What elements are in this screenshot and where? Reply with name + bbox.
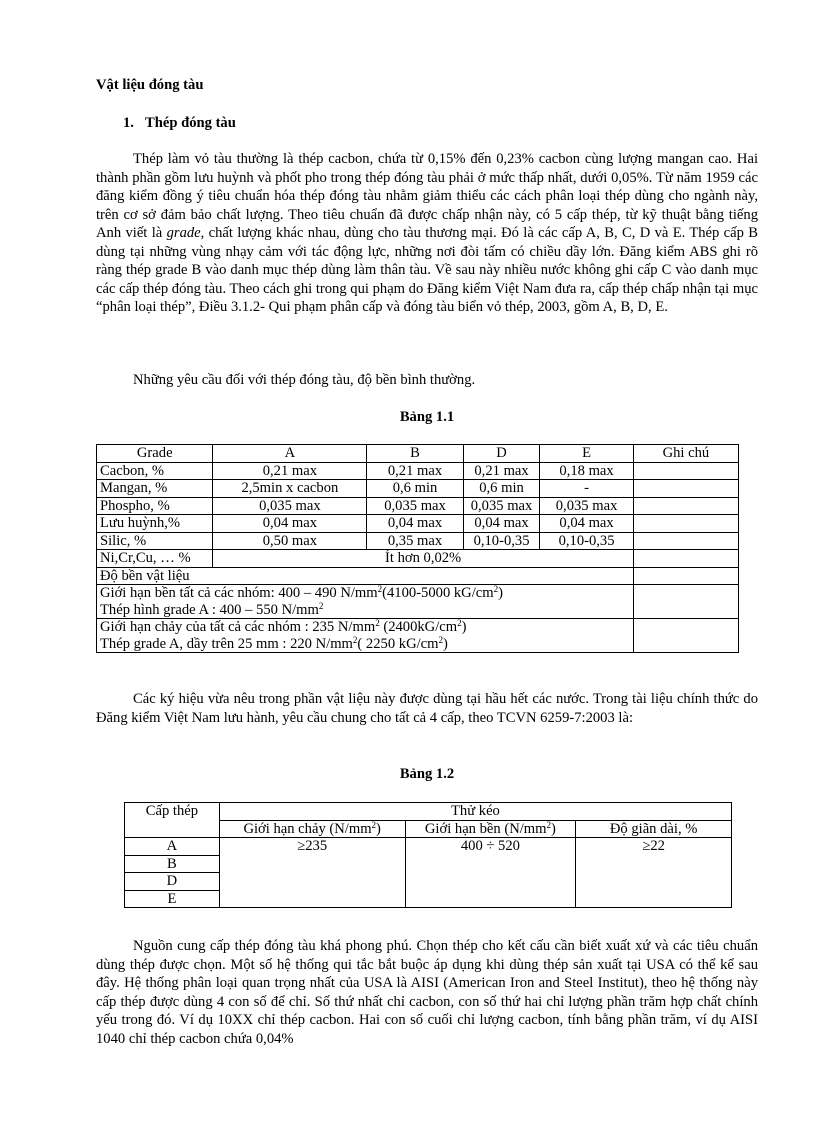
paragraph-requirements: Những yêu cầu đối với thép đóng tàu, độ bền bình thường. [133, 372, 476, 388]
table-cell [97, 619, 634, 653]
yield-a-text: Thép grade A, dầy trên 25 mm : 220 N/mm [100, 635, 353, 652]
paragraph-intro-emphasis: grade [166, 225, 201, 241]
table-cell: 0,21 max [213, 462, 367, 480]
table-cell: A [125, 838, 220, 856]
table-cell [633, 619, 738, 653]
table-row [97, 497, 739, 515]
table-cell: Độ bền vật liệu [97, 567, 634, 585]
yield-all-line [100, 619, 630, 636]
yield-a-kg: ( 2250 kG/cm [357, 635, 439, 652]
table2-header-cell [219, 820, 405, 838]
superscript: 2 [375, 618, 380, 628]
table-cell: 0,18 max [540, 462, 633, 480]
table-cell: Phospho, % [97, 497, 213, 515]
table-cell: 0,21 max [463, 462, 540, 480]
paren-close: ) [498, 585, 503, 601]
table-cell: E [125, 890, 220, 908]
table-cell: 0,04 max [540, 515, 633, 533]
table-cell: 0,04 max [213, 515, 367, 533]
table-cell: - [540, 480, 633, 498]
table-cell [633, 497, 738, 515]
table-row [97, 585, 739, 619]
table-2 [124, 802, 732, 908]
table2-header-cell: Cấp thép [125, 803, 220, 838]
table-cell [633, 480, 738, 498]
table-cell: 0,035 max [463, 497, 540, 515]
table-cell [633, 462, 738, 480]
table-cell: 0,035 max [367, 497, 463, 515]
superscript: 2 [377, 584, 383, 594]
paragraph-intro [96, 150, 758, 317]
table-row [97, 550, 739, 568]
table-cell: B [125, 855, 220, 873]
tensile-all-line [100, 585, 630, 602]
table-cell: 0,04 max [367, 515, 463, 533]
table-cell: 0,035 max [213, 497, 367, 515]
paragraph-intro-part2: , chất lượng khác nhau, dùng cho tàu thương mại. Đó là các cấp A, B, C, D và E. Thép cấp B dùng tại những vùng nhạy cảm với tác động lực, những nơi đòi tấm có chiều dầy lớn. Đăng kiểm ABS ghi rõ ràng thép grade B vào danh mục thép dùng làm thân tàu. Về sau này nhiều nước không ghi cấp C vào danh mục các cấp thép đóng tàu. Theo cách ghi trong qui phạm do Đăng kiểm Việt Nam đưa ra, cấp thép chấp nhận tại mục “phân loại thép”, Điều 3.1.2- Qui phạm phân cấp và đóng tàu biển vỏ thép, 2003, gồm A, B, D, E. [96, 225, 758, 315]
table-cell: Ít hơn 0,02% [213, 550, 633, 568]
table-cell [633, 585, 738, 619]
table-cell: 0,10-0,35 [540, 532, 633, 550]
yield-header-text: Giới hạn chảy (N/mm [243, 820, 372, 837]
table-cell: Silic, % [97, 532, 213, 550]
paragraph-intro-part1: Thép làm vỏ tàu thường là thép cacbon, chứa từ 0,15% đến 0,23% cacbon cùng lượng mangan cao. Hai thành phần gồm lưu huỳnh và phốt pho trong thép đóng tàu phải ở mức thấp nhất, dưới 0,05%. Từ năm 1959 các đăng kiểm đồng ý tiêu chuẩn hóa thép đóng tàu nhằm giảm thiểu các cách phân loại thép dùng cho ngành này, trên cơ sở đảm bảo chất lượng. Theo tiêu chuẩn đã được chấp nhận này, có 5 cấp thép, từ kỹ thuật bằng tiếng Anh viết là [96, 151, 758, 241]
table2-header-cell: Độ giãn dài, % [576, 820, 732, 838]
table-cell: 0,35 max [367, 532, 463, 550]
table-cell: D [125, 873, 220, 891]
table-cell: 0,50 max [213, 532, 367, 550]
document-title: Vật liệu đóng tàu [96, 77, 204, 93]
table-cell: 0,04 max [463, 515, 540, 533]
table-row [97, 532, 739, 550]
tensile-header-text: Giới hạn bền (N/mm [424, 820, 547, 837]
section-title: Thép đóng tàu [145, 115, 236, 131]
table-cell: 0,6 min [367, 480, 463, 498]
table-cell: 2,5min x cacbon [213, 480, 367, 498]
table2-header-row [125, 803, 732, 821]
table1-header-cell: B [367, 445, 463, 463]
yield-a-line [100, 636, 630, 653]
table-cell: ≥22 [576, 838, 732, 908]
tensile-all-text: Giới hạn bền tất cả các nhóm: 400 – 490 N/mm [100, 585, 378, 601]
table2-header-cell: Thử kéo [219, 803, 731, 821]
table-cell: 0,10-0,35 [463, 532, 540, 550]
superscript: 2 [438, 634, 443, 645]
paren-close: ) [443, 635, 448, 652]
paragraph-symbols: Các ký hiệu vừa nêu trong phần vật liệu này được dùng tại hầu hết các nước. Trong tài liệu chính thức do Đăng kiểm Việt Nam lưu hành, yêu cầu chung cho tất cả 4 cấp, theo TCVN 6259-7:2003 là: [96, 691, 758, 726]
table1-header-cell: D [463, 445, 540, 463]
table-row [97, 567, 739, 585]
tensile-all-kg: (4100-5000 kG/cm [382, 585, 494, 601]
table1-header-cell: A [213, 445, 367, 463]
table-row [97, 480, 739, 498]
superscript: 2 [352, 634, 358, 645]
table-row [97, 515, 739, 533]
superscript: 2 [546, 819, 552, 830]
table2-header-cell [405, 820, 576, 838]
superscript: 2 [318, 600, 324, 611]
table-cell: Ni,Cr,Cu, … % [97, 550, 213, 568]
tensile-a-line [100, 602, 630, 619]
table2-caption: Bảng 1.2 [399, 766, 455, 782]
table-cell: Cacbon, % [97, 462, 213, 480]
superscript: 2 [493, 584, 499, 594]
table-row [97, 619, 739, 653]
table-cell: Lưu huỳnh,% [97, 515, 213, 533]
table-cell: 400 ÷ 520 [405, 838, 576, 908]
table1-caption: Bảng 1.1 [399, 409, 455, 425]
table1-header-cell: Ghi chú [633, 445, 738, 463]
table-cell: ≥235 [219, 838, 405, 908]
table-cell [97, 585, 634, 619]
superscript: 2 [457, 618, 462, 628]
section-heading [123, 114, 236, 133]
table-row [97, 462, 739, 480]
table-cell: Mangan, % [97, 480, 213, 498]
table-cell [633, 567, 738, 585]
yield-all-text: Giới hạn chảy của tất cả các nhóm : 235 N/mm [100, 619, 376, 635]
table1-header-cell: E [540, 445, 633, 463]
tensile-a-text: Thép hình grade A : 400 – 550 N/mm [100, 601, 319, 618]
table-cell [633, 532, 738, 550]
paragraph-sources: Nguồn cung cấp thép đóng tàu khá phong phú. Chọn thép cho kết cấu cần biết xuất xứ và các tiêu chuẩn dùng thép được chọn. Một số hệ thống qui tắc bắt buộc áp dụng khi dùng thép sản xuất tại USA có thể kể sau đây. Hệ thống phân loại quan trọng nhất của USA là AISI (American Iron and Steel Institut), theo hệ thống này cấp thép được dùng 4 con số để chỉ. Số thứ nhất chỉ cacbon, con số thứ hai chỉ lượng phần trăm hợp chất chính yếu trong đó. Ví dụ 10XX chỉ thép cacbon. Hai con số cuối chỉ lượng cacbon, tính bằng phần trăm, ví dụ AISI 1040 chỉ thép cacbon chứa 0,04% [96, 938, 758, 1047]
paren-close: ) [461, 619, 467, 635]
table-cell [633, 515, 738, 533]
paren-close: ) [551, 820, 556, 837]
table1-header-row [97, 445, 739, 463]
yield-all-kg: (2400kG/cm [379, 619, 458, 635]
section-number: 1. [123, 115, 134, 131]
table-1 [96, 444, 739, 653]
table-cell [633, 550, 738, 568]
superscript: 2 [371, 819, 377, 830]
paren-close: ) [376, 820, 381, 837]
table-row [125, 838, 732, 856]
table1-header-cell: Grade [97, 445, 213, 463]
table-cell: 0,035 max [540, 497, 633, 515]
table-cell: 0,21 max [367, 462, 463, 480]
table-cell: 0,6 min [463, 480, 540, 498]
